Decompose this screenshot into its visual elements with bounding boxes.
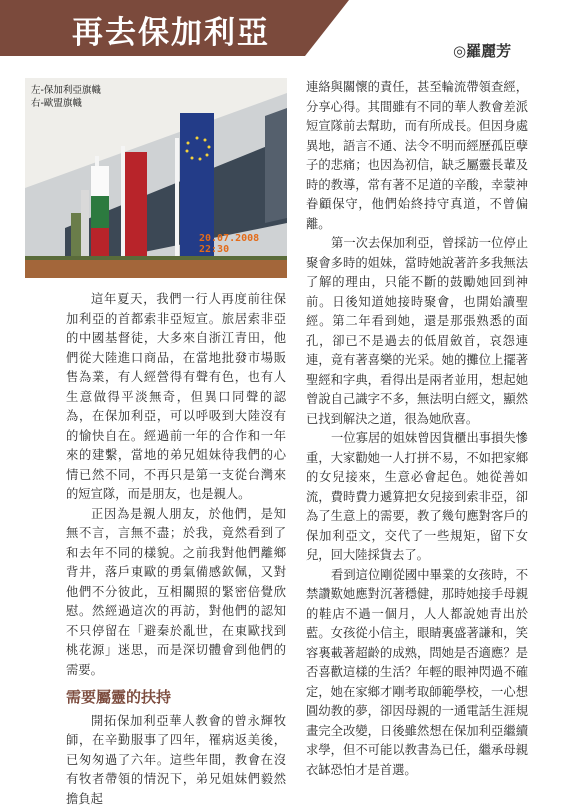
- paragraph: 這年夏天，我們一行人再度前往保加利亞的首都索非亞短宣。旅居索非亞的中國基督徒，大多來自浙江青田，他們從大陸進口商品，在當地批發市場販售為業，有人經營得有聲有色，也有人生意做得平淡無奇，但異口同聲的認為，在保加利亞，可以呼吸到大陸沒有的愉快自在。經過前一年的合作和一年來的建繫，當地的弟兄姐妹待我們的心情已然不同，不再只是第一支從台灣來的短宣隊，而是朋友，也是親人。: [66, 290, 286, 505]
- photo-caption: [31, 84, 101, 110]
- title-band-corner: [305, 0, 349, 56]
- caption-line-1: 左-保加利亞旗幟: [31, 84, 101, 97]
- flag-photo: [25, 78, 287, 278]
- date-stamp: 20.07.2008 22:30: [199, 233, 287, 255]
- paragraph: 連絡與關懷的責任，甚至輪流帶領查經，分享心得。其間雖有不同的華人教會差派短宣隊前去幫助，而有所成長。但因身處異地，語言不通、法令不明而經歷孤臣孽子的悲痛；也因為初信，缺乏屬靈長輩及時的教導，常有著不足道的辛酸，幸蒙神眷顧保守，他們始終持守真道，不曾偏離。: [306, 78, 528, 234]
- paragraph: 一位寡居的姐妹曾因貨櫃出事損失慘重，大家勸她一人打拼不易，不如把家鄉的女兒接來，生意必會起色。她從善如流，費時費力遞算把女兒接到索非亞，卻為了生意上的需要，教了幾句應對客戶的保加利亞文，交代了一些規矩，留下女兒，回大陸採貨去了。: [306, 429, 528, 566]
- section-subheading: 需要屬靈的扶持: [66, 688, 286, 708]
- paragraph: 開拓保加利亞華人教會的曾永輝牧師，在辛勤服事了四年，罹病返美後，已匆匆過了六年。這些年間，教會在沒有牧者帶領的情況下，弟兄姐妹們毅然擔負起: [66, 712, 286, 809]
- paragraph: 第一次去保加利亞，曾採訪一位停止聚會多時的姐妹，當時她說著許多我無法了解的理由，只能不斷的鼓勵她回到神前。日後知道她接時聚會，也開始讀聖經。第二年看到她，還是那張熟悉的面孔，卻已不是過去的低眉斂首，哀怨連連，竟有著喜樂的光采。她的攤位上擺著聖經和字典，看得出是兩者並用，想起她曾說自己識字不多，無法明白經文，顯然已找到解決之道，很為她欣喜。: [306, 234, 528, 429]
- paragraph: 正因為是親人朋友，於他們，是知無不言，言無不盡；於我，竟然看到了和去年不同的樣貌。之前我對他們離鄉背井，落戶東歐的勇氣備感欽佩，又對他們不分彼此，互相關照的緊密倍覺欣慰。然經過這次的再訪，對他們的認知不只停留在「避秦於亂世，在東歐找到桃花源」迷思，而是深切體會到他們的需要。: [66, 505, 286, 681]
- author-byline: ◎羅麗芳: [453, 40, 511, 61]
- article-title: 再去保加利亞: [72, 7, 270, 52]
- right-column: [306, 78, 528, 780]
- paragraph: 看到這位剛從國中畢業的女孩時，不禁讚歎她應對沉著穩健，那時她接手母親的鞋店不過一個月，人人都說她青出於藍。女孩從小信主，眼睛裏盛著謙和，笑容裏載著超齡的成熟，問她是否適應？是否喜歡這樣的生活？年輕的眼神閃過不確定，她在家鄉才剛考取師範學校，一心想圓幼教的夢，卻因母親的一通電話生涯規畫完全改變，日後雖然想在保加利亞繼續求學，但不可能以教書為已任，繼承母親衣缽恐怕才是首選。: [306, 566, 528, 781]
- caption-line-2: 右-歐盟旗幟: [31, 97, 101, 110]
- left-column: [66, 290, 286, 809]
